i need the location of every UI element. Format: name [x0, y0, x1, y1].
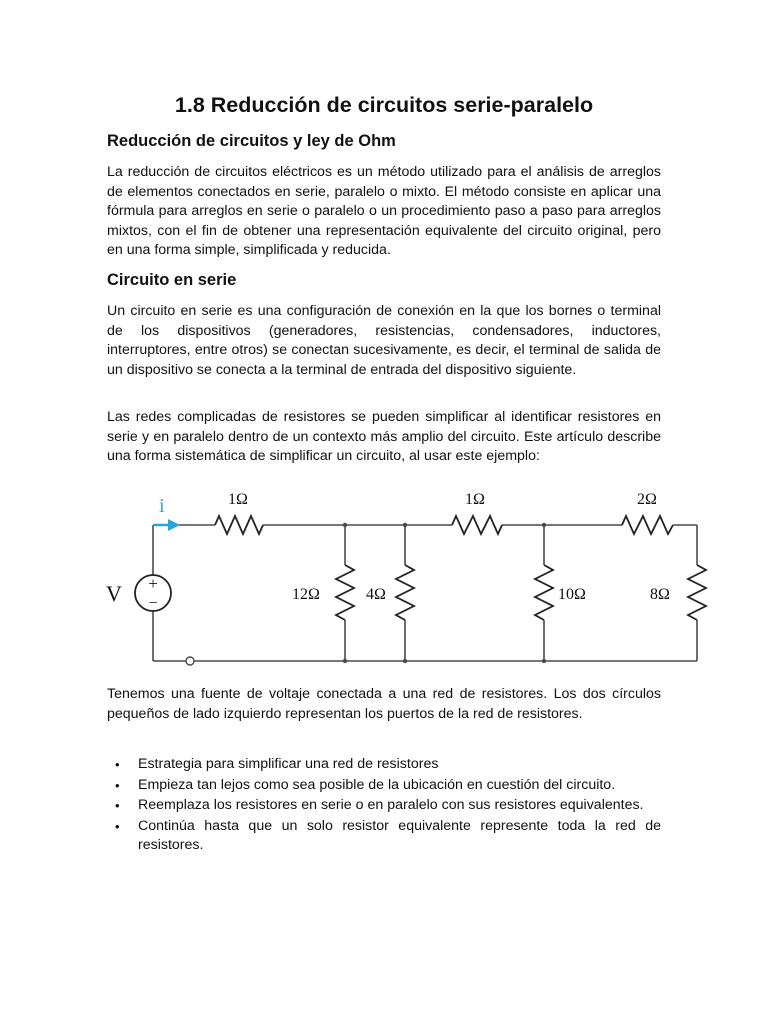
resistor-r2 [336, 565, 354, 620]
resistor-label-r4: 1Ω [465, 491, 485, 508]
resistor-label-r2: 12Ω [292, 586, 320, 603]
list-item: • Empieza tan lejos como sea posible de la ubicación en cuestión del circuito. [107, 776, 661, 796]
serie-paragraph-1: Un circuito en serie es una configuración de conexión en la que los bornes o terminal de los dispositivos (generadores, resistencias, condensadores, inductores, interruptores, entre otros) se conectan sucesivamente, es decir, el terminal de salida de un dispositivo se conecta a la terminal de entrada del dispositivo siguiente. [107, 303, 661, 378]
current-label: i [159, 495, 165, 517]
resistor-r6 [622, 516, 673, 534]
circuit-diagram [0, 480, 768, 680]
resistor-r1 [215, 516, 263, 534]
serie-paragraph-2: Las redes complicadas de resistores se pueden simplificar al identificar resistores en serie y en paralelo dentro de un contexto más amplio del circuito. Este artículo describe una forma sistemática de simplificar un circuito, al usar este ejemplo: [107, 409, 661, 464]
source-plus-sign: + [148, 574, 158, 593]
resistor-label-r1: 1Ω [228, 491, 248, 508]
bullet-icon: • [115, 818, 120, 834]
current-arrow-icon [168, 519, 180, 531]
resistor-r4 [452, 516, 502, 534]
resistor-r3 [396, 565, 414, 620]
resistor-r5 [535, 565, 553, 620]
port-terminal-icon [186, 657, 194, 665]
circuit-wires [153, 525, 697, 661]
intro-paragraph: La reducción de circuitos eléctricos es un método utilizado para el análisis de arreglos de elementos conectados en serie, paralelo o mixto. El método consiste en aplicar una fórmula para arreglos en serie o paralelo o un procedimiento paso a paso para arreglos mixtos, con el fin de obtener una representación equivalente del circuito original, pero en una forma simple, simplificada y reducida. [107, 164, 661, 258]
list-item: • Estrategia para simplificar una red de resistores [107, 755, 661, 775]
bullet-icon: • [115, 757, 120, 772]
source-label: V [106, 581, 122, 606]
resistor-r7 [688, 565, 706, 620]
section-heading-intro: Reducción de circuitos y ley de Ohm [107, 132, 396, 150]
source-minus-sign: − [148, 595, 158, 612]
bullet-icon: • [115, 777, 120, 793]
resistor-label-r6: 2Ω [637, 491, 657, 508]
strategy-list [107, 755, 661, 857]
list-item: • Continúa hasta que un solo resistor equivalente represente toda la red de resistores. [115, 817, 661, 853]
list-item: • Reemplaza los resistores en serie o en paralelo con sus resistores equivalentes. [107, 796, 661, 816]
circuit-description-paragraph: Tenemos una fuente de voltaje conectada a una red de resistores. Los dos círculos pequeños de lado izquierdo representan los puertos de la red de resistores. [107, 686, 661, 722]
resistor-label-r5: 10Ω [558, 586, 586, 603]
bullet-icon: • [115, 798, 120, 813]
page-title: 1.8 Reducción de circuitos serie-paralelo [174, 93, 594, 117]
section-heading-serie: Circuito en serie [107, 271, 237, 289]
resistor-label-r7: 8Ω [650, 586, 670, 603]
resistor-label-r3: 4Ω [366, 586, 386, 603]
